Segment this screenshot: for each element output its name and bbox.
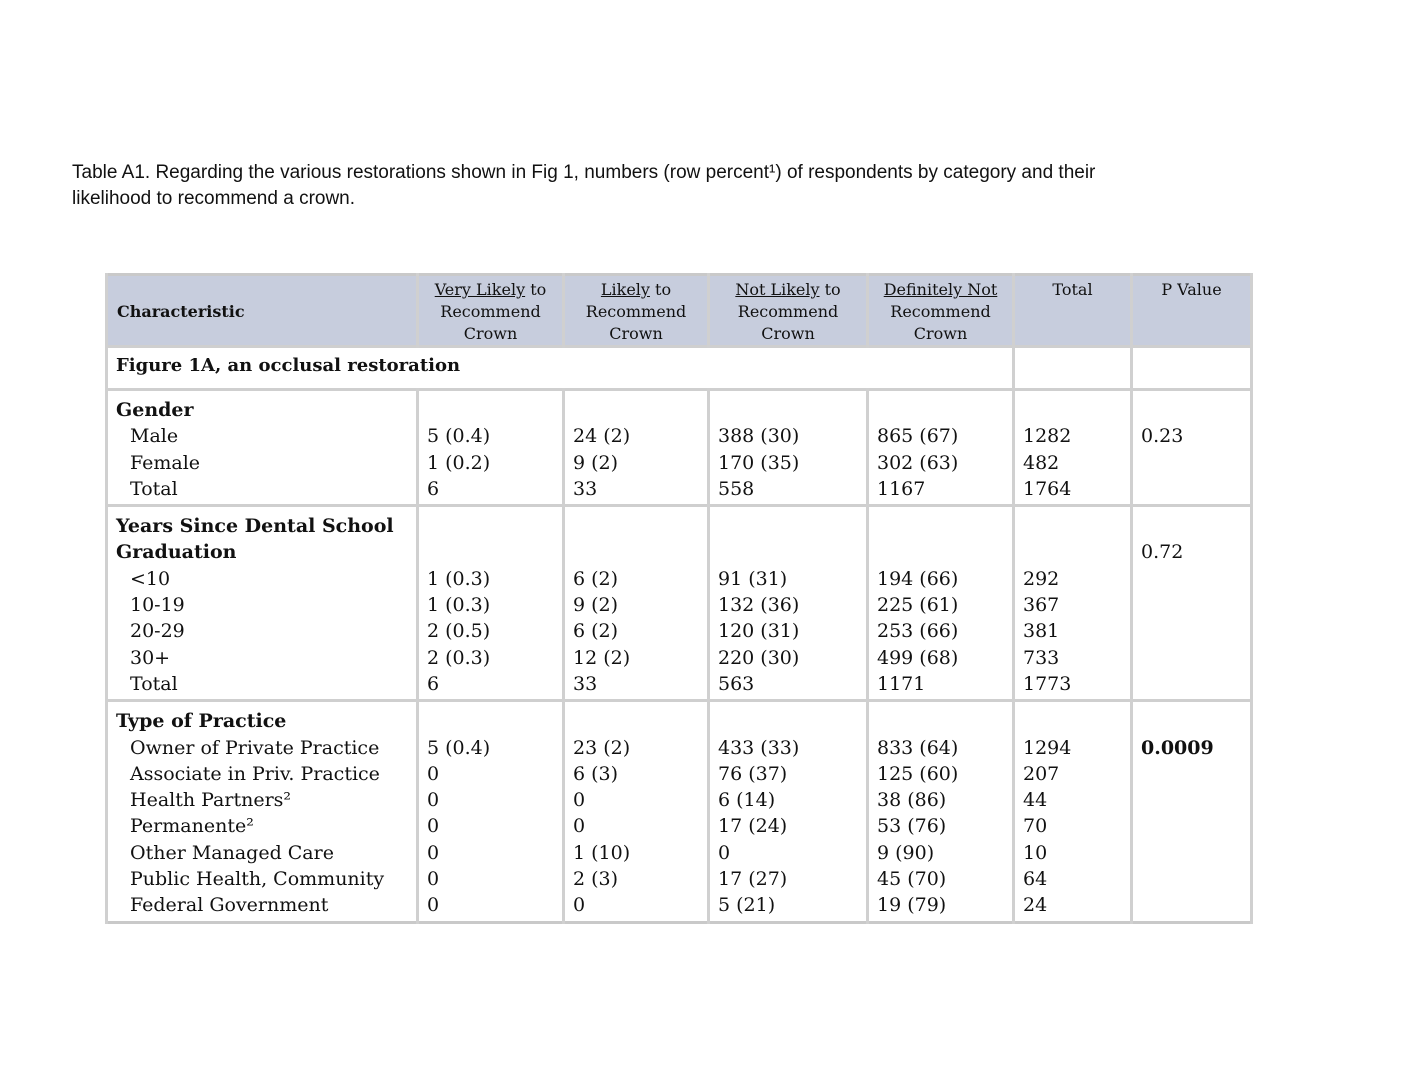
table-cell: 33 <box>573 477 598 500</box>
practice-section <box>107 701 1252 922</box>
row-label: Federal Government <box>130 894 329 917</box>
table-cell: 1764 <box>1023 477 1072 500</box>
table-cell: 17 (24) <box>718 815 788 838</box>
header-text: Not Likely <box>735 280 820 299</box>
header-characteristic: Characteristic <box>107 275 418 347</box>
table-cell: 6 (3) <box>573 762 619 785</box>
table-cell: 0 <box>427 762 440 785</box>
table-cell: 1 (0.3) <box>427 567 491 590</box>
table-cell: 0.23 <box>1141 425 1184 448</box>
figure-empty-total <box>1014 347 1132 390</box>
table-cell: 833 (64) <box>877 736 959 759</box>
table-cell: 733 <box>1023 646 1060 669</box>
header-total: Total <box>1014 275 1132 347</box>
table-cell-empty <box>877 513 1004 539</box>
table-cell: 1294 <box>1023 736 1072 759</box>
table-cell: 91 (31) <box>718 567 788 590</box>
years-section <box>107 506 1252 701</box>
gender-very-likely <box>418 390 564 506</box>
table-cell: 1773 <box>1023 672 1072 695</box>
gender-not-likely <box>709 390 868 506</box>
table-cell: 482 <box>1023 451 1060 474</box>
gender-labels <box>107 390 418 506</box>
table-cell: 6 (2) <box>573 567 619 590</box>
table-cell: 24 <box>1023 894 1048 917</box>
years-definitely-not <box>868 506 1014 701</box>
table-cell-empty <box>573 397 699 423</box>
table-cell: 2 (3) <box>573 868 619 891</box>
table-cell-empty <box>718 708 858 734</box>
table-cell: 292 <box>1023 567 1060 590</box>
row-label: 10-19 <box>130 594 185 617</box>
table-cell: 5 (0.4) <box>427 425 491 448</box>
table-cell-empty <box>877 397 1004 423</box>
table-cell: 0.72 <box>1141 541 1184 564</box>
table-cell: 76 (37) <box>718 762 788 785</box>
table-cell-empty <box>718 397 858 423</box>
table-cell: 0 <box>573 815 586 838</box>
table-cell-empty <box>877 539 1004 565</box>
table-cell-empty <box>718 539 858 565</box>
table-cell: 499 (68) <box>877 646 959 669</box>
results-table <box>105 273 1253 924</box>
years-very-likely <box>418 506 564 701</box>
gender-total <box>1014 390 1132 506</box>
figure-row <box>107 347 1252 390</box>
table-cell: 33 <box>573 672 598 695</box>
caption-line-2: likelihood to recommend a crown. <box>72 188 356 209</box>
table-cell-empty <box>1141 708 1242 734</box>
table-cell-empty <box>427 397 554 423</box>
table-cell-empty <box>573 708 699 734</box>
table-cell: 125 (60) <box>877 762 959 785</box>
table-cell-empty <box>718 513 858 539</box>
table-cell: 865 (67) <box>877 425 959 448</box>
row-label: Associate in Priv. Practice <box>130 762 380 785</box>
gender-section <box>107 390 1252 506</box>
row-label: Other Managed Care <box>130 841 334 864</box>
table-cell: 367 <box>1023 594 1060 617</box>
row-label: 20-29 <box>130 620 185 643</box>
table-cell: 0 <box>427 789 440 812</box>
table-cell: 207 <box>1023 762 1060 785</box>
table-cell: 70 <box>1023 815 1048 838</box>
row-label: Health Partners² <box>130 789 292 812</box>
table-cell: 433 (33) <box>718 736 800 759</box>
header-text: Definitely Not <box>883 280 998 299</box>
practice-total <box>1014 701 1132 922</box>
row-label: <10 <box>130 567 171 590</box>
table-cell: 0 <box>427 841 440 864</box>
table-cell: 10 <box>1023 841 1048 864</box>
table-cell: 2 (0.5) <box>427 620 491 643</box>
practice-not-likely <box>709 701 868 922</box>
table-cell: 302 (63) <box>877 451 959 474</box>
table-cell: 53 (76) <box>877 815 947 838</box>
header-text: to Recommend Crown <box>585 280 687 343</box>
table-cell: 5 (0.4) <box>427 736 491 759</box>
table-cell: 120 (31) <box>718 620 800 643</box>
table-cell: 9 (2) <box>573 451 619 474</box>
years-labels <box>107 506 418 701</box>
table-cell: 44 <box>1023 789 1048 812</box>
row-label: Total <box>130 477 178 500</box>
practice-title: Type of Practice <box>116 710 287 733</box>
table-cell-empty <box>427 513 554 539</box>
table-cell: 0.0009 <box>1141 736 1214 759</box>
years-title-2: Graduation <box>116 541 237 564</box>
table-cell-empty <box>1141 513 1242 539</box>
table-cell: 45 (70) <box>877 868 947 891</box>
row-label: Public Health, Community <box>130 868 385 891</box>
table-cell: 388 (30) <box>718 425 800 448</box>
header-very-likely <box>418 275 564 347</box>
table-cell: 220 (30) <box>718 646 800 669</box>
table-cell: 381 <box>1023 620 1060 643</box>
table-cell-empty <box>573 539 699 565</box>
practice-very-likely <box>418 701 564 922</box>
table-cell: 170 (35) <box>718 451 800 474</box>
table-cell: 558 <box>718 477 755 500</box>
table-cell: 0 <box>427 815 440 838</box>
gender-p-value <box>1132 390 1252 506</box>
row-label: Total <box>130 672 178 695</box>
years-not-likely <box>709 506 868 701</box>
table-cell-empty <box>877 708 1004 734</box>
table-cell: 9 (90) <box>877 841 935 864</box>
table-cell: 194 (66) <box>877 567 959 590</box>
table-cell: 563 <box>718 672 755 695</box>
header-p-value: P Value <box>1132 275 1252 347</box>
years-total <box>1014 506 1132 701</box>
gender-definitely-not <box>868 390 1014 506</box>
row-label: Owner of Private Practice <box>130 736 380 759</box>
practice-definitely-not <box>868 701 1014 922</box>
table-cell: 12 (2) <box>573 646 631 669</box>
table-cell: 38 (86) <box>877 789 947 812</box>
table-caption <box>72 160 1272 212</box>
years-likely <box>564 506 709 701</box>
table-cell: 6 (2) <box>573 620 619 643</box>
gender-likely <box>564 390 709 506</box>
header-text: Likely <box>600 280 650 299</box>
header-text: Very Likely <box>434 280 526 299</box>
table-cell: 0 <box>718 841 731 864</box>
row-label: Permanente² <box>130 815 254 838</box>
table-cell: 0 <box>573 894 586 917</box>
header-row <box>107 275 1252 347</box>
table-cell: 1167 <box>877 477 926 500</box>
header-definitely-not <box>868 275 1014 347</box>
practice-likely <box>564 701 709 922</box>
years-p-value <box>1132 506 1252 701</box>
table-cell: 9 (2) <box>573 594 619 617</box>
table-cell: 6 <box>427 477 440 500</box>
table-cell: 1 (0.2) <box>427 451 491 474</box>
table-cell-empty <box>1023 513 1122 539</box>
figure-label: Figure 1A, an occlusal restoration <box>107 347 1014 390</box>
header-text: to Recommend Crown <box>737 280 841 343</box>
table-cell: 5 (21) <box>718 894 776 917</box>
table-cell: 0 <box>427 894 440 917</box>
table-cell: 0 <box>427 868 440 891</box>
practice-labels <box>107 701 418 922</box>
table-cell: 253 (66) <box>877 620 959 643</box>
figure-empty-p <box>1132 347 1252 390</box>
row-label: Male <box>130 425 179 448</box>
table-cell-empty <box>1023 539 1122 565</box>
caption-line-1: Table A1. Regarding the various restorations shown in Fig 1, numbers (row percent¹) of respondents by category and their <box>72 162 1096 183</box>
table-cell: 23 (2) <box>573 736 631 759</box>
table-cell: 1 (0.3) <box>427 594 491 617</box>
table-cell: 1171 <box>877 672 926 695</box>
table-cell: 1 (10) <box>573 841 631 864</box>
table-cell: 19 (79) <box>877 894 947 917</box>
header-text: to Recommend Crown <box>440 280 547 343</box>
row-label: 30+ <box>130 646 171 669</box>
row-label: Female <box>130 451 201 474</box>
table-cell: 132 (36) <box>718 594 800 617</box>
header-not-likely <box>709 275 868 347</box>
table-cell: 1282 <box>1023 425 1072 448</box>
table-cell-empty <box>427 708 554 734</box>
practice-p-value <box>1132 701 1252 922</box>
table-cell-empty <box>1023 708 1122 734</box>
table-cell: 225 (61) <box>877 594 959 617</box>
gender-title: Gender <box>116 399 194 421</box>
table-cell: 6 (14) <box>718 789 776 812</box>
header-text: Recommend Crown <box>890 302 991 343</box>
table-cell: 0 <box>573 789 586 812</box>
header-likely <box>564 275 709 347</box>
table-cell: 6 <box>427 672 440 695</box>
table-cell-empty <box>1023 397 1122 423</box>
table-cell: 64 <box>1023 868 1048 891</box>
table-cell-empty <box>1141 397 1242 423</box>
table-cell: 17 (27) <box>718 868 788 891</box>
years-title: Years Since Dental School <box>116 515 394 538</box>
table-cell: 24 (2) <box>573 425 631 448</box>
table-cell-empty <box>573 513 699 539</box>
table-cell: 2 (0.3) <box>427 646 491 669</box>
table-cell-empty <box>427 539 554 565</box>
